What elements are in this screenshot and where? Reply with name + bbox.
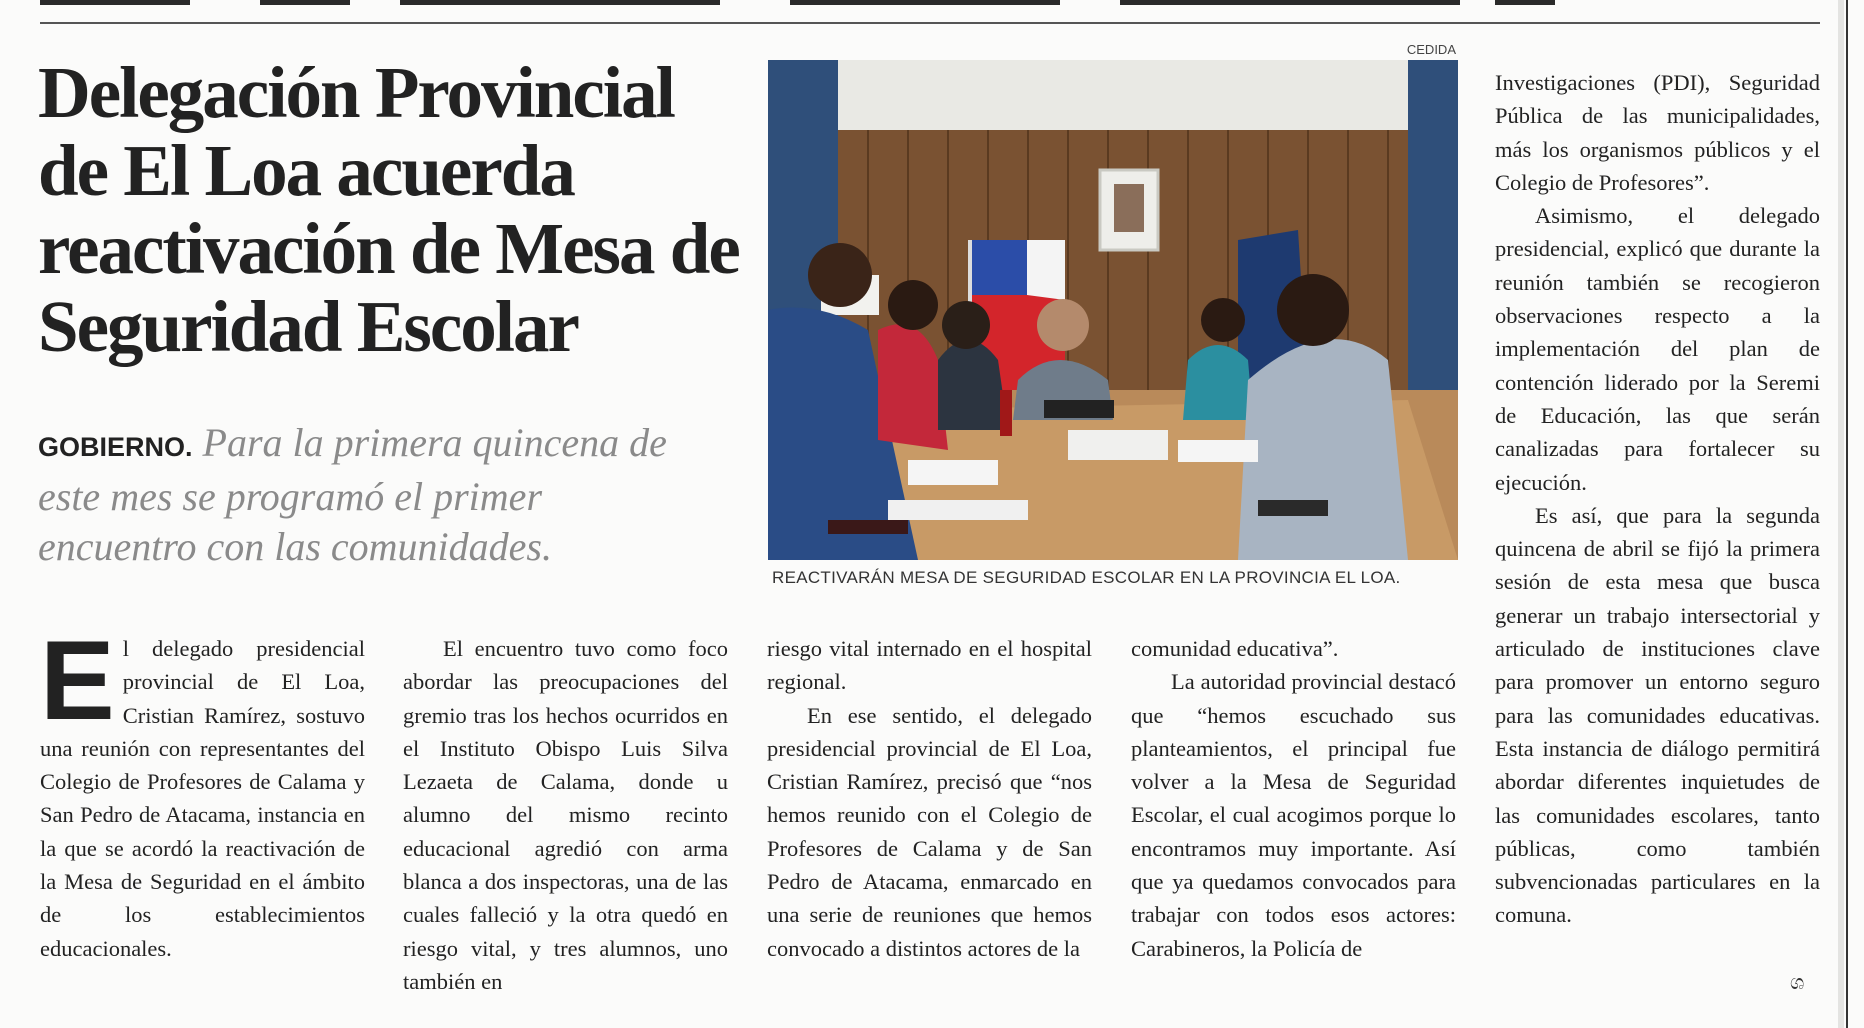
body-column-2 bbox=[403, 632, 728, 998]
body-column-1 bbox=[40, 618, 365, 965]
kicker: GOBIERNO. bbox=[38, 432, 193, 462]
body-column-4 bbox=[1131, 632, 1456, 965]
lead: Para la primera quincena de este mes se programó el primer encuentro con las comunidades. bbox=[38, 420, 667, 569]
page-edge bbox=[1846, 0, 1848, 1028]
headline: Delegación Provincial de El Loa acuerda reactivación de Mesa de Seguridad Escolar bbox=[38, 52, 739, 367]
deck bbox=[38, 418, 698, 572]
col5-paragraph-3: Es así, que para la segunda quincena de abril se fijó la primera sesión de esta mesa que busca generar un trabajo intersectorial y articulado de instituciones clave para promover un entorno seguro para las comunidades educativas. Esta instancia de diálogo permitirá abordar diferentes inquietudes de las comunidades escolares, tanto públicas, como también subvencionadas particulares en la comuna. bbox=[1495, 502, 1820, 928]
drop-cap: E bbox=[40, 618, 115, 743]
top-rule bbox=[40, 22, 1820, 24]
photo-credit: CEDIDA bbox=[1406, 42, 1456, 57]
col4-paragraph-2: La autoridad provincial destacó que “hemos escuchado sus planteamientos, el principal fue volver a la Mesa de Seguridad Escolar, el cual acogimos porque lo encontramos muy importante. Así que ya quedamos convocados para trabajar con todos esos actores: Carabineros, la Policía de bbox=[1131, 669, 1456, 961]
col3-paragraph-2: En ese sentido, el delegado presidencial provincial de El Loa, Cristian Ramírez, precisó que “nos hemos reunido con el Colegio de Profesores de Calama y de San Pedro de Atacama, enmarcado en una serie de reuniones que hemos convocado a distintos actores de la bbox=[767, 702, 1092, 961]
body-column-3 bbox=[767, 632, 1092, 965]
col5-paragraph-1: Investigaciones (PDI), Seguridad Pública de las municipalidades, más los organismos públicos y el Colegio de Profesores”. bbox=[1495, 70, 1820, 195]
meeting-photo bbox=[768, 60, 1458, 560]
col5-paragraph-2: Asimismo, el delegado presidencial, explicó que durante la reunión también se recogieron observaciones respecto a la implementación del plan de contención liderado por la Seremi de Educación, las que serán canalizadas para fortalecer su ejecución. bbox=[1495, 203, 1820, 495]
previous-article-bar bbox=[0, 0, 1864, 8]
end-mark-icon: ශ bbox=[1790, 972, 1805, 994]
body-column-5 bbox=[1495, 66, 1820, 932]
col3-paragraph-1: riesgo vital internado en el hospital regional. bbox=[767, 636, 1092, 695]
page-fold bbox=[1838, 0, 1844, 1028]
col2-paragraph-1: El encuentro tuvo como foco abordar las preocupaciones del gremio tras los hechos ocurridos en el Instituto Obispo Luis Silva Lezaeta de Calama, donde u alumno del mismo recinto educacional agredió con arma blanca a dos inspectoras, una de las cuales falleció y la otra quedó en riesgo vital, y tres alumnos, uno también en bbox=[403, 636, 728, 994]
photo-caption: REACTIVARÁN MESA DE SEGURIDAD ESCOLAR EN LA PROVINCIA EL LOA. bbox=[772, 568, 1401, 587]
col4-paragraph-1: comunidad educativa”. bbox=[1131, 636, 1339, 661]
col1-paragraph-1: l delegado presidencial provincial de El Loa, Cristian Ramírez, sostuvo una reunión con representantes del Colegio de Profesores de Calama y San Pedro de Atacama, instancia en la que se acordó la reactivación de la Mesa de Seguridad en el ámbito de los establecimientos educacionales. bbox=[40, 636, 365, 961]
